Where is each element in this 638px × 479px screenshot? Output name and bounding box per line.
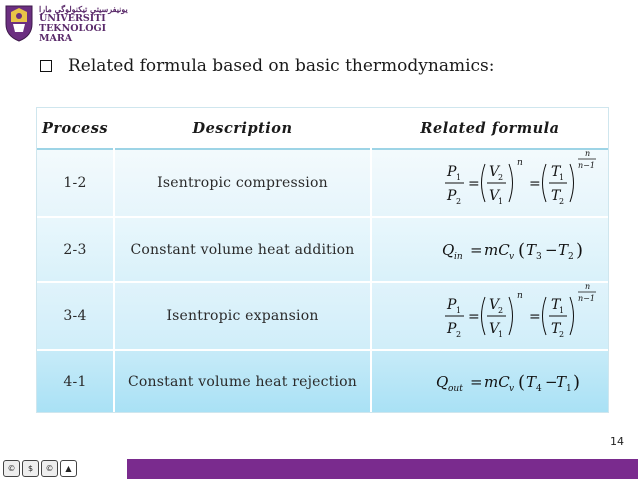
svg-text:T: T bbox=[556, 373, 567, 391]
svg-text:): ) bbox=[573, 372, 581, 393]
process-cell: 1-2 bbox=[63, 175, 87, 191]
process-cell: 4-1 bbox=[63, 373, 87, 390]
svg-text:V: V bbox=[489, 164, 500, 180]
checkbox-bullet-icon bbox=[40, 60, 52, 72]
svg-text:2: 2 bbox=[498, 173, 504, 182]
svg-text:v: v bbox=[509, 252, 515, 262]
formula-cell-heat-rejection bbox=[372, 351, 608, 412]
svg-text:2: 2 bbox=[568, 252, 574, 262]
description-cell: Constant volume heat rejection bbox=[128, 373, 357, 390]
table-header-row bbox=[37, 108, 608, 150]
svg-text:(: ( bbox=[518, 240, 526, 261]
svg-text:1: 1 bbox=[456, 173, 462, 182]
svg-text:n: n bbox=[585, 283, 591, 291]
footer-bar bbox=[127, 459, 638, 479]
q-out-formula bbox=[372, 351, 608, 412]
svg-text:T: T bbox=[551, 164, 561, 180]
svg-text:T: T bbox=[551, 321, 561, 337]
svg-text:=: = bbox=[470, 373, 483, 391]
description-cell: Constant volume heat addition bbox=[130, 241, 355, 258]
svg-text:T: T bbox=[551, 297, 561, 313]
svg-text:P: P bbox=[447, 297, 457, 313]
svg-text:n: n bbox=[517, 158, 523, 168]
svg-text:2: 2 bbox=[456, 330, 462, 339]
header-process: Process bbox=[41, 119, 109, 137]
svg-text:2: 2 bbox=[559, 330, 565, 339]
svg-text:3: 3 bbox=[536, 252, 542, 262]
svg-text:in: in bbox=[454, 252, 463, 262]
svg-text:1: 1 bbox=[559, 306, 565, 315]
q-in-formula bbox=[372, 218, 608, 281]
table-row bbox=[37, 218, 608, 281]
svg-text:T: T bbox=[526, 373, 537, 391]
svg-text:1: 1 bbox=[498, 330, 504, 339]
svg-text:V: V bbox=[489, 188, 500, 204]
svg-text:=: = bbox=[468, 176, 480, 192]
formula-cell-isentropic-compression bbox=[372, 150, 608, 216]
svg-text:(: ( bbox=[518, 372, 526, 393]
slide-heading bbox=[40, 56, 495, 76]
svg-text:): ) bbox=[576, 240, 584, 261]
svg-text:1: 1 bbox=[456, 306, 462, 315]
sharealike-icon: © bbox=[41, 460, 58, 477]
column-divider bbox=[370, 108, 372, 412]
svg-text:T: T bbox=[526, 241, 537, 259]
svg-text:−: − bbox=[545, 241, 558, 259]
description-cell: Isentropic expansion bbox=[166, 308, 319, 324]
svg-text:=: = bbox=[468, 309, 480, 325]
svg-text:n−1: n−1 bbox=[578, 161, 595, 170]
header-related-formula: Related formula bbox=[420, 119, 560, 137]
logo-line-1: UNIVERSITI bbox=[39, 13, 106, 24]
svg-text:T: T bbox=[558, 241, 569, 259]
uitm-logo bbox=[3, 2, 128, 44]
svg-text:n: n bbox=[585, 150, 591, 158]
header-description: Description bbox=[192, 119, 293, 137]
svg-text:=: = bbox=[529, 176, 541, 192]
svg-text:n: n bbox=[517, 291, 523, 301]
svg-text:n−1: n−1 bbox=[578, 294, 595, 303]
svg-text:v: v bbox=[509, 384, 515, 394]
table-row bbox=[37, 150, 608, 216]
svg-text:T: T bbox=[551, 188, 561, 204]
svg-text:2: 2 bbox=[498, 306, 504, 315]
formula-cell-isentropic-expansion bbox=[372, 283, 608, 349]
isentropic-formula bbox=[372, 150, 608, 216]
svg-text:−: − bbox=[545, 373, 558, 391]
svg-text:V: V bbox=[489, 297, 500, 313]
svg-text:=: = bbox=[470, 241, 483, 259]
svg-text:Q: Q bbox=[442, 241, 455, 259]
svg-text:P: P bbox=[447, 321, 457, 337]
svg-text:V: V bbox=[489, 321, 500, 337]
university-crest-icon bbox=[3, 2, 35, 42]
svg-text:4: 4 bbox=[536, 384, 542, 394]
formula-cell-heat-addition bbox=[372, 218, 608, 281]
table-row bbox=[37, 351, 608, 412]
svg-text:2: 2 bbox=[559, 197, 565, 206]
page-number: 14 bbox=[610, 435, 624, 448]
triangle-logo-icon: ▲ bbox=[60, 460, 77, 477]
description-cell: Isentropic compression bbox=[157, 175, 328, 191]
svg-text:P: P bbox=[447, 164, 457, 180]
copyright-icon: © bbox=[3, 460, 20, 477]
process-cell: 3-4 bbox=[63, 308, 87, 324]
logo-line-2: TEKNOLOGI bbox=[39, 23, 107, 34]
heading-text: Related formula based on basic thermodynamics: bbox=[68, 56, 495, 76]
isentropic-formula bbox=[372, 283, 608, 349]
svg-text:=: = bbox=[529, 309, 541, 325]
process-cell: 2-3 bbox=[63, 241, 87, 258]
noncommercial-icon: $ bbox=[22, 460, 39, 477]
process-table bbox=[37, 108, 608, 412]
logo-jawi-text: ﯾﻮﻧﻴﻔﺮﺳﻴﺘﻲ ﺗﻴﻜﻨﻮﻟﻮﮔﻲ ﻣﺎرا bbox=[39, 4, 128, 14]
logo-line-3: MARA bbox=[39, 33, 73, 44]
license-badges bbox=[3, 460, 121, 478]
svg-text:2: 2 bbox=[456, 197, 462, 206]
svg-text:mC: mC bbox=[484, 373, 510, 391]
svg-text:1: 1 bbox=[566, 384, 572, 394]
svg-text:Q: Q bbox=[436, 373, 449, 391]
column-divider bbox=[113, 108, 115, 412]
svg-text:out: out bbox=[448, 384, 463, 394]
svg-text:mC: mC bbox=[484, 241, 510, 259]
svg-text:1: 1 bbox=[498, 197, 504, 206]
svg-text:P: P bbox=[447, 188, 457, 204]
table-row bbox=[37, 283, 608, 349]
svg-text:1: 1 bbox=[559, 173, 565, 182]
